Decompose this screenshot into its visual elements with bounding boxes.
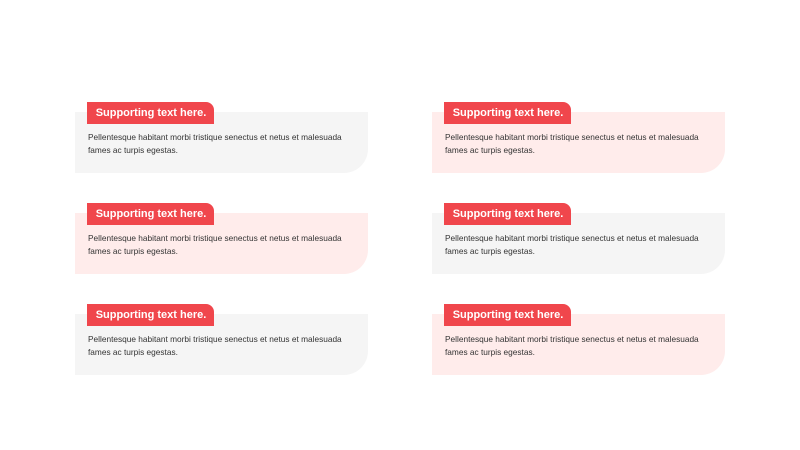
info-card (75, 102, 368, 194)
info-card (75, 203, 368, 295)
card-title-tab: Supporting text here. (87, 203, 214, 225)
card-title-tab: Supporting text here. (87, 304, 214, 326)
card-description: Pellentesque habitant morbi tristique senectus et netus et malesuada fames ac turpis egestas. (445, 334, 699, 357)
card-description: Pellentesque habitant morbi tristique senectus et netus et malesuada fames ac turpis egestas. (445, 132, 699, 155)
info-card (432, 304, 725, 396)
info-card (432, 102, 725, 194)
card-title-tab: Supporting text here. (444, 203, 571, 225)
card-description: Pellentesque habitant morbi tristique senectus et netus et malesuada fames ac turpis egestas. (88, 132, 342, 155)
card-title-tab: Supporting text here. (444, 304, 571, 326)
card-title-tab: Supporting text here. (87, 102, 214, 124)
card-description: Pellentesque habitant morbi tristique senectus et netus et malesuada fames ac turpis egestas. (88, 334, 342, 357)
card-description: Pellentesque habitant morbi tristique senectus et netus et malesuada fames ac turpis egestas. (445, 233, 699, 256)
card-title-tab: Supporting text here. (444, 102, 571, 124)
info-card (75, 304, 368, 396)
info-card (432, 203, 725, 295)
card-description: Pellentesque habitant morbi tristique senectus et netus et malesuada fames ac turpis egestas. (88, 233, 342, 256)
